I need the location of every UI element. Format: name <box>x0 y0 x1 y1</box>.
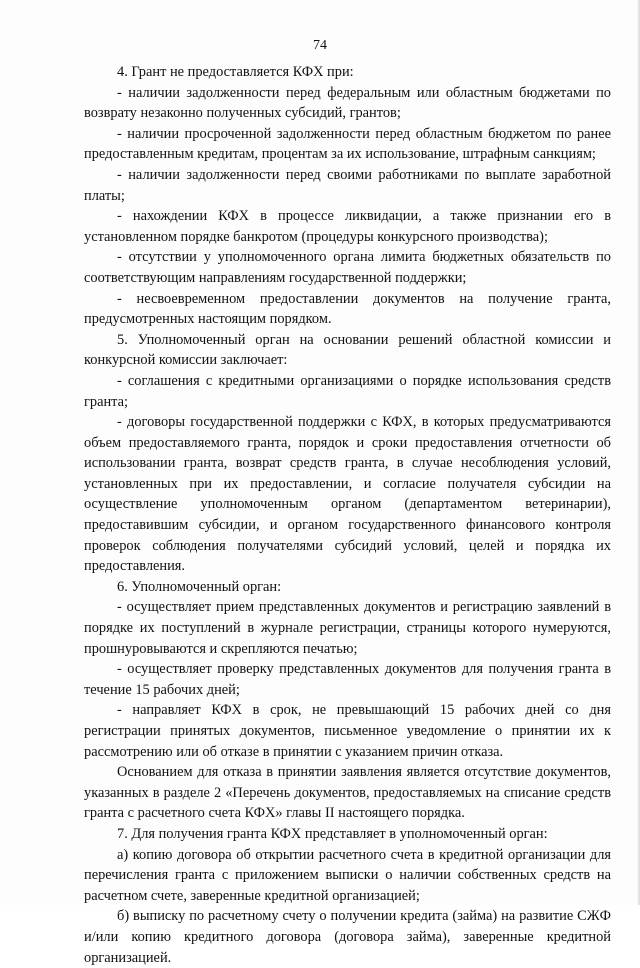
paragraph: - договоры государственной поддержки с КФХ, в которых предусматриваются объем предоставляемого гранта, порядок и сроки предоставления отчетности об использовании гранта, возврат средств гранта, в случае несоблюдения условий, установленных при их предоставлении, и согласие получателя субсидии на осуществление уполномоченным органом (департаментом ветеринарии), предоставившим субсидии, и органом государственного финансового контроля проверок соблюдения получателями субсидий условий, целей и порядка их предоставления. <box>84 414 611 575</box>
paragraph: - несвоевременном предоставлении документов на получение гранта, предусмотренных настоящим порядком. <box>84 290 611 328</box>
paragraph: 4. Грант не предоставляется КФХ при: <box>117 64 354 80</box>
paragraph: - соглашения с кредитными организациями о порядке использования средств гранта; <box>84 372 611 410</box>
paragraph: - направляет КФХ в срок, не превышающий 15 рабочих дней со дня регистрации принятых документов, письменное уведомление о принятии их к рассмотрению или об отказе в принятии с указанием причин отказа. <box>84 702 611 760</box>
paragraph: 5. Уполномоченный орган на основании решений областной комиссии и конкурсной комиссии заключает: <box>84 331 611 369</box>
paragraph: - наличии просроченной задолженности перед областным бюджетом по ранее предоставленным кредитам, процентам за их использование, штрафным санкциям; <box>84 125 611 163</box>
paragraph: а) копию договора об открытии расчетного счета в кредитной организации для перечисления гранта с приложением выписки о наличии собственных средств на расчетном счете, заверенные кредитной организацией; <box>84 846 611 904</box>
paragraph: Основанием для отказа в принятии заявления является отсутствие документов, указанных в разделе 2 «Перечень документов, предоставляемых на списание средств гранта с расчетного счета КФХ» главы II настоящего порядка. <box>84 764 611 822</box>
paragraph: 6. Уполномоченный орган: <box>117 578 282 595</box>
paragraph: - наличии задолженности перед своими работниками по выплате заработной платы; <box>84 166 611 204</box>
paragraph: 7. Для получения гранта КФХ представляет в уполномоченный орган: <box>117 825 548 842</box>
paragraph: б) выписку по расчетному счету о получении кредита (займа) на развитие СЖФ и/или копию кредитного договора (договора займа), заверенные кредитной организацией. <box>84 908 611 966</box>
paragraph: - осуществляет прием представленных документов и регистрацию заявлений в порядке их поступлений в журнале регистрации, страницы которого нумеруются, прошнуровываются и скрепляются печатью; <box>84 599 611 657</box>
page-number: 74 <box>313 38 327 53</box>
paragraph: - отсутствии у уполномоченного органа лимита бюджетных обязательств по соответствующим направлениям государственной поддержки; <box>84 249 611 286</box>
document-body <box>84 62 611 968</box>
paragraph: - осуществляет проверку представленных документов для получения гранта в течение 15 рабочих дней; <box>84 661 611 698</box>
paragraph: - наличии задолженности перед федеральным или областным бюджетами по возврату незаконно полученных субсидий, грантов; <box>84 84 611 122</box>
paragraph: - нахождении КФХ в процессе ликвидации, а также признании его в установленном порядке банкротом (процедуры конкурсного производства); <box>84 208 611 245</box>
